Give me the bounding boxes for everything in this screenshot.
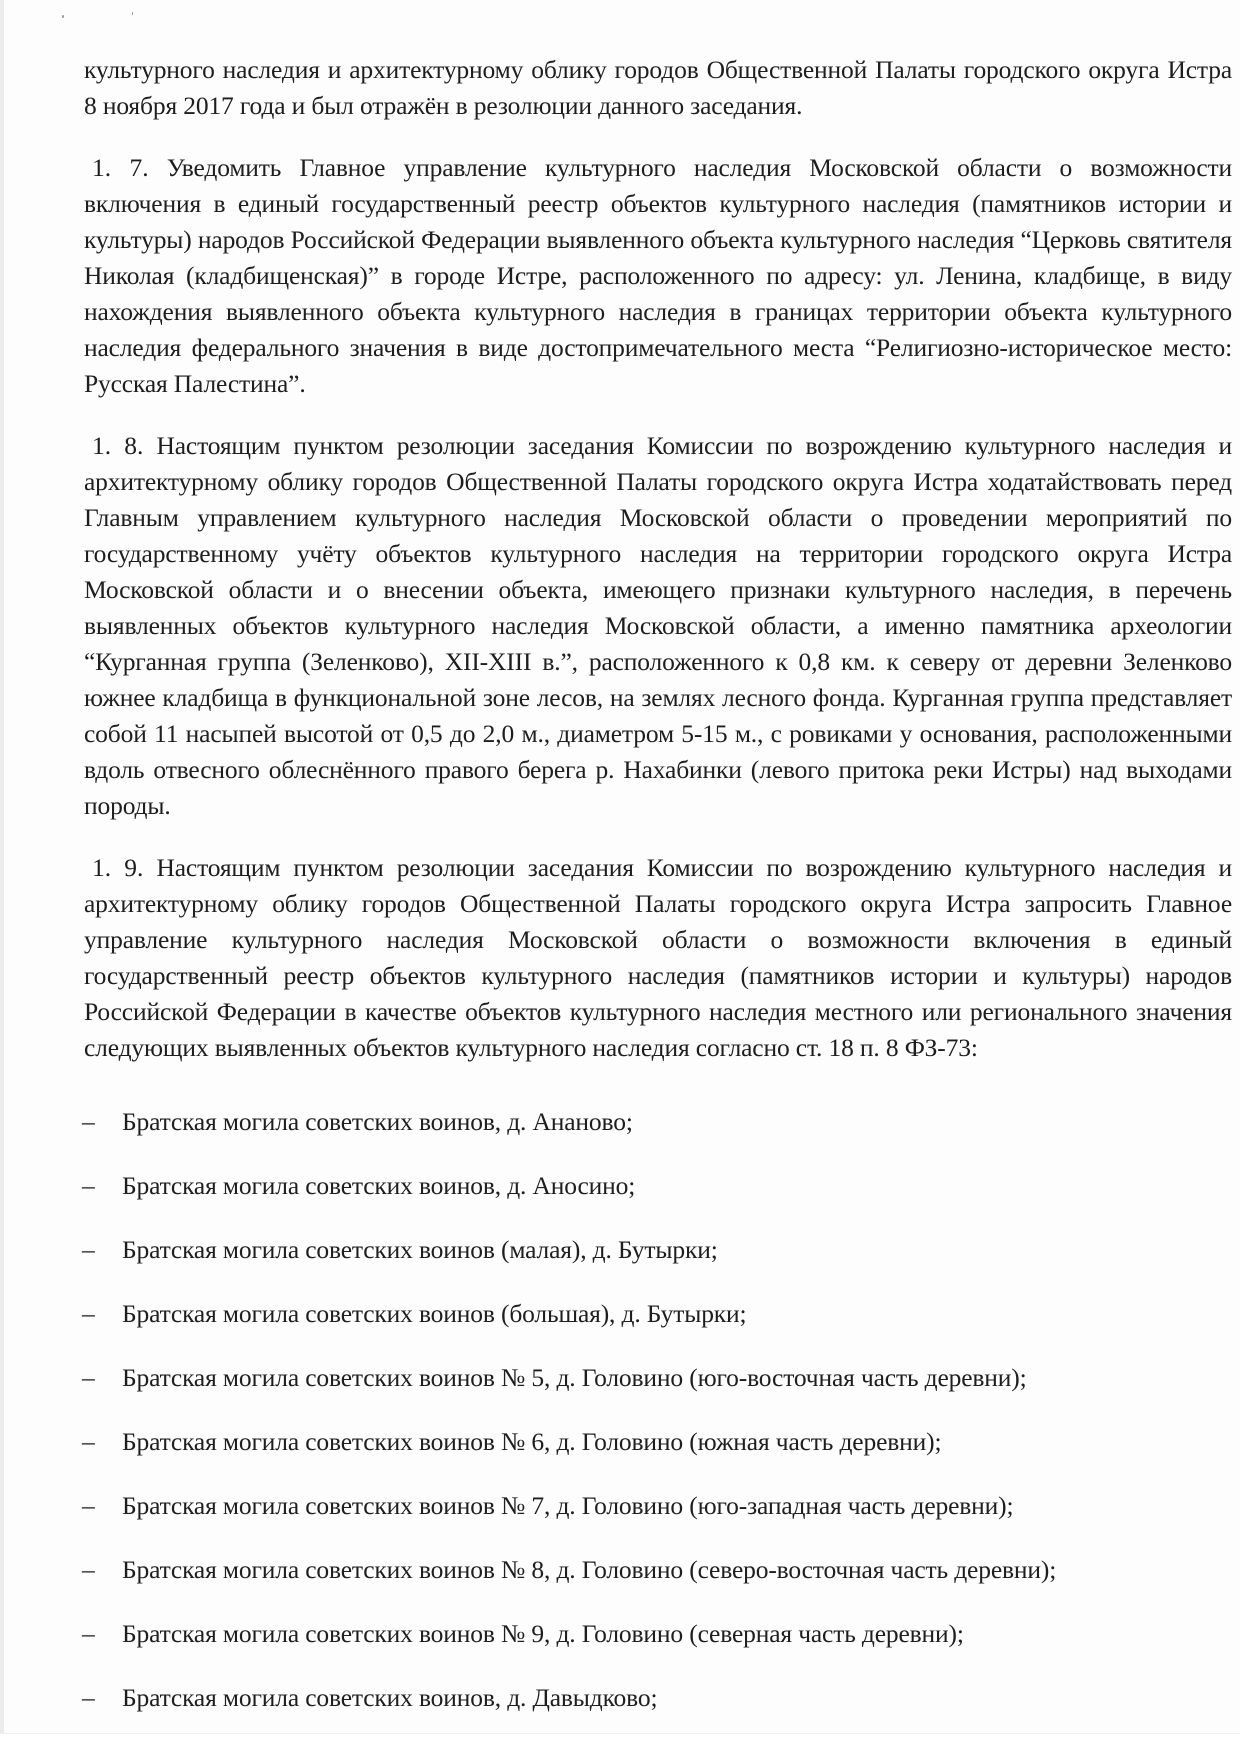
dash-bullet-icon: – <box>82 1171 95 1200</box>
list-item-text: Братская могила советских воинов (малая), д. Бутырки; <box>122 1235 718 1264</box>
list-item-text: Братская могила советских воинов № 6, д. Головино (южная часть деревни); <box>122 1427 942 1456</box>
scan-bottom-margin <box>0 1733 1240 1754</box>
item-number: 1. 7. <box>92 153 149 182</box>
list-item <box>84 1360 1232 1396</box>
list-item <box>84 1488 1232 1524</box>
dash-bullet-icon: – <box>82 1107 95 1136</box>
list-item-text: Братская могила советских воинов, д. Ананово; <box>122 1107 633 1136</box>
list-item <box>84 1616 1232 1652</box>
dash-bullet-icon: – <box>82 1619 95 1648</box>
list-item <box>84 1232 1232 1268</box>
item-text: Настоящим пунктом резолюции заседания Комиссии по возрождению культурного наследия и архитектурному облику городов Общественной Палаты городского округа Истра запросить Главное управление культурного наследия Московской области о возможности включения в единый государственный реестр объектов культурного наследия (памятников истории и культуры) народов Российской Федерации в качестве объектов культурного наследия местного или регионального значения следующих выявленных объектов культурного наследия согласно ст. 18 п. 8 ФЗ-73: <box>84 853 1233 1062</box>
dash-bullet-icon: – <box>82 1491 95 1520</box>
dash-bullet-icon: – <box>82 1683 95 1712</box>
dash-bullet-icon: – <box>82 1427 95 1456</box>
item-text: Настоящим пунктом резолюции заседания Комиссии по возрождению культурного наследия и архитектурному облику городов Общественной Палаты городского округа Истра ходатайствовать перед Главным управлением культурного наследия Московской области о проведении мероприятий по государственному учёту объектов культурного наследия на территории городского округа Истра Московской области и о внесении объекта, имеющего признаки культурного наследия, в перечень выявленных объектов культурного наследия Московской области, а именно памятника археологии “Курганная группа (Зеленково), XII-XIII в.”, расположенного к 0,8 км. к северу от деревни Зеленково южнее кладбища в функциональной зоне лесов, на землях лесного фонда. Курганная группа представляет собой 11 насыпей высотой от 0,5 до 2,0 м., диаметром 5-15 м., с ровиками у основания, расположенными вдоль отвесного облеснённого правого берега р. Нахабинки (левого притока реки Истры) над выходами породы. <box>84 431 1233 820</box>
dash-bullet-icon: – <box>82 1299 95 1328</box>
list-item <box>84 1424 1232 1460</box>
list-item-text: Братская могила советских воинов (большая), д. Бутырки; <box>122 1299 747 1328</box>
dash-bullet-icon: – <box>82 1363 95 1392</box>
scan-speck <box>132 12 133 15</box>
dash-bullet-icon: – <box>82 1555 95 1584</box>
scan-speck <box>62 15 64 18</box>
list-item-text: Братская могила советских воинов № 9, д. Головино (северная часть деревни); <box>122 1619 964 1648</box>
document-body <box>84 52 1232 1744</box>
list-item <box>84 1680 1232 1716</box>
monument-list <box>84 1104 1232 1716</box>
list-item-text: Братская могила советских воинов, д. Аносино; <box>122 1171 636 1200</box>
item-number: 1. 9. <box>92 853 144 882</box>
list-item-text: Братская могила советских воинов, д. Давыдково; <box>122 1683 658 1712</box>
list-item-text: Братская могила советских воинов № 8, д. Головино (северо-восточная часть деревни); <box>122 1555 1057 1584</box>
list-item <box>84 1168 1232 1204</box>
resolution-item-1-7 <box>84 150 1232 402</box>
dash-bullet-icon: – <box>82 1235 95 1264</box>
list-item <box>84 1296 1232 1332</box>
list-item-text: Братская могила советских воинов № 5, д. Головино (юго-восточная часть деревни); <box>122 1363 1027 1392</box>
continuation-paragraph: культурного наследия и архитектурному облику городов Общественной Палаты городского округа Истра 8 ноября 2017 года и был отражён в резолюции данного заседания. <box>84 55 1232 120</box>
item-text: Уведомить Главное управление культурного наследия Московской области о возможности включения в единый государственный реестр объектов культурного наследия (памятников истории и культуры) народов Российской Федерации выявленного объекта культурного наследия “Церковь святителя Николая (кладбищенская)” в городе Истре, расположенного по адресу: ул. Ленина, кладбище, в виду нахождения выявленного объекта культурного наследия в границах территории объекта культурного наследия федерального значения в виде достопримечательного места “Религиозно-историческое место: Русская Палестина”. <box>84 153 1233 398</box>
resolution-item-1-8 <box>84 428 1232 824</box>
list-item-text: Братская могила советских воинов № 7, д. Головино (юго-западная часть деревни); <box>122 1491 1014 1520</box>
item-number: 1. 8. <box>92 431 144 460</box>
resolution-item-1-9 <box>84 850 1232 1066</box>
list-item <box>84 1552 1232 1588</box>
list-item <box>84 1104 1232 1140</box>
